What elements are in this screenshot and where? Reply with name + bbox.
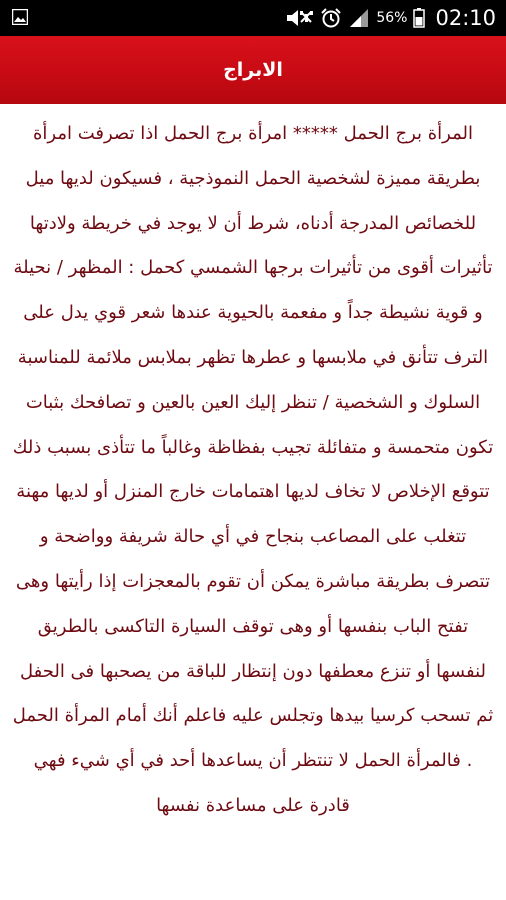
page-title: الابراج	[223, 59, 283, 81]
gallery-icon	[12, 9, 28, 25]
clock: 02:10	[435, 6, 496, 30]
alarm-icon	[320, 8, 342, 28]
battery-icon	[413, 8, 425, 28]
battery-percent: 56%	[376, 10, 408, 26]
article-scroll-area[interactable]	[12, 110, 494, 900]
article-text: المرأة برج الحمل ***** امرأة برج الحمل اذا تصرفت امرأة بطريقة مميزة لشخصية الحمل النموذجية ، فسيكون لديها ميل للخصائص المدرجة أدناه، شرط أن لا يوجد في خريطة ولادتها تأثيرات أقوى من تأثيرات برجها الشمسي كحمل : المظهر / نحيلة و قوية نشيطة جداً و مفعمة بالحيوية عندها شعر قوي يدل على الترف تتأنق في ملابسها و عطرها تظهر بملابس ملائمة للمناسبة السلوك و الشخصية / تنظر إليك العين بالعين و تصافحك بثبات تكون متحمسة و متفائلة تجيب بفظاظة وغالباً ما تتأذى بسبب ذلك تتوقع الإخلاص لا تخاف لديها اهتمامات خارج المنزل أو لديها مهنة تتغلب على المصاعب بنجاح في أي حالة شريفة وواضحة و تتصرف بطريقة مباشرة يمكن أن تقوم بالمعجزات إذا رأيتها وهى تفتح الباب بنفسها أو وهى توقف السيارة التاكسى بالطريق لنفسها أو تنزع معطفها دون إنتظار للباقة من يصحبها فى الحفل ثم تسحب كرسيا بيدها وتجلس عليه فاعلم أنك أمام المرأة الحمل . فالمرأة الحمل لا تنتظر أن يساعدها أحد في أي شيء فهي قادرة على مساعدة نفسها	[12, 123, 494, 816]
status-bar	[0, 0, 506, 36]
signal-icon	[348, 8, 370, 28]
status-icons	[284, 0, 496, 36]
mute-icon	[284, 8, 314, 28]
action-bar	[0, 36, 506, 104]
